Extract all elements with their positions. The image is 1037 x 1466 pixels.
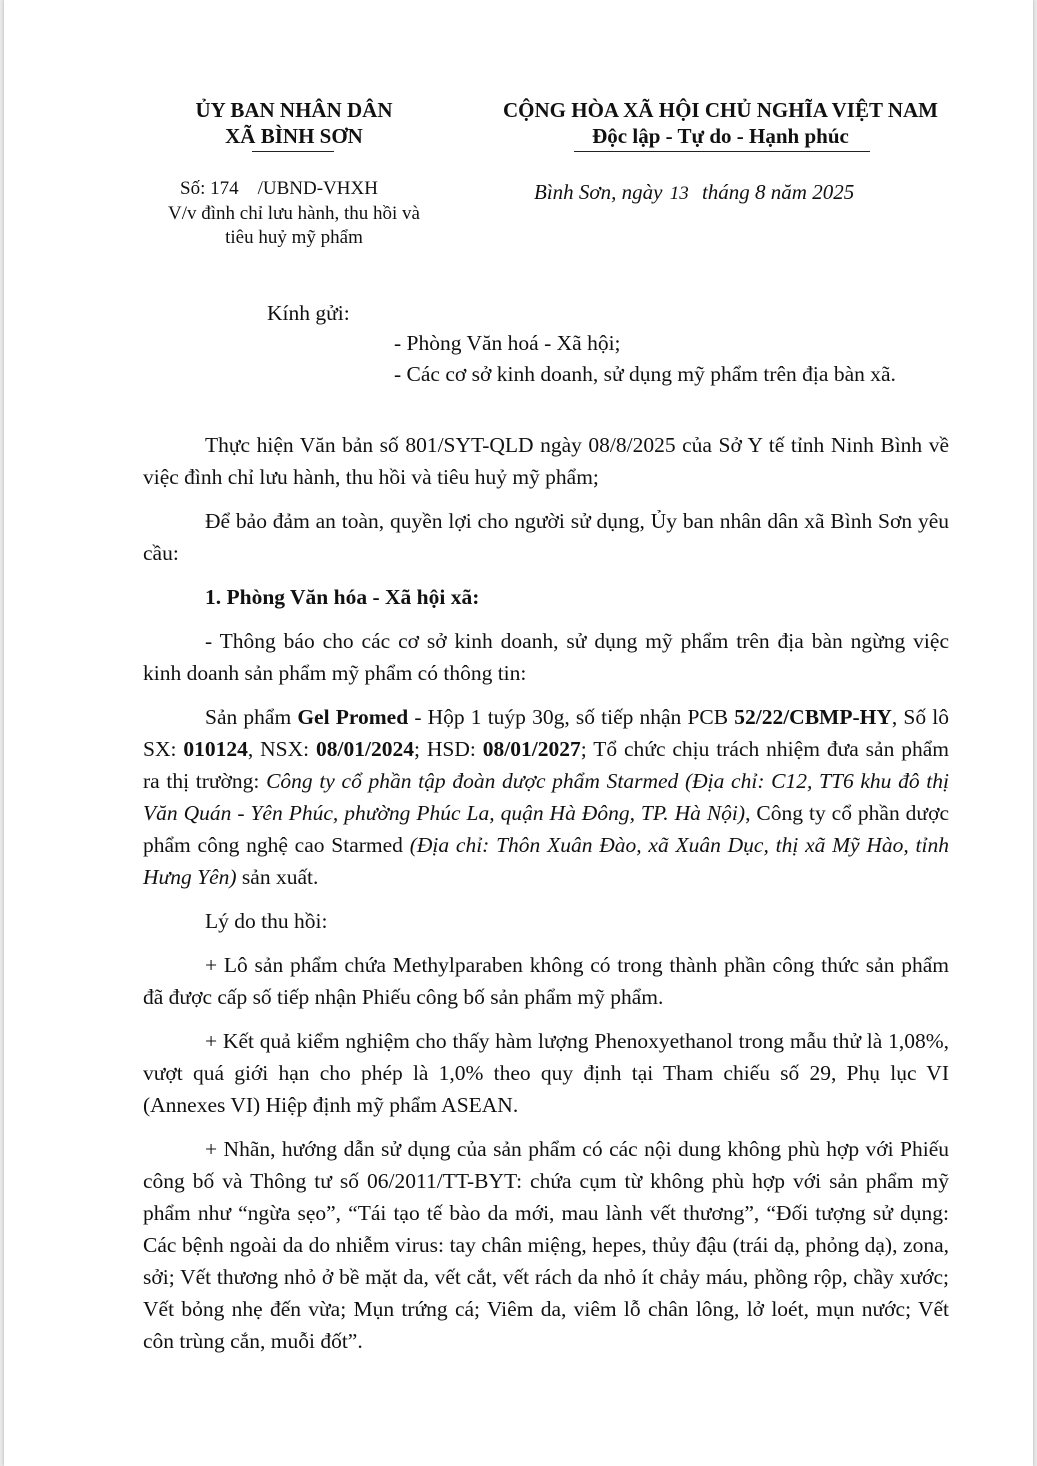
paragraph-notice: - Thông báo cho các cơ sở kinh doanh, sử dụng mỹ phẩm trên địa bàn ngừng việc kinh doanh sản phẩm mỹ phẩm có thông tin: [143,629,949,685]
recipient-item: - Các cơ sở kinh doanh, sử dụng mỹ phẩm trên địa bàn xã. [394,362,896,386]
recipient-item: - Phòng Văn hoá - Xã hội; [394,331,621,355]
document-page [4,0,1033,1466]
subject-line1: V/v đình chỉ lưu hành, thu hồi và [168,203,420,224]
product-pcb-number: 52/22/CBMP-HY [734,705,892,729]
product-expiry-date: 08/01/2027 [482,737,581,761]
product-text: , Số lô SX: [143,705,949,761]
paragraph-product [143,701,949,893]
date-month-year: tháng 8 năm 2025 [701,180,855,204]
product-text: - Hộp 1 tuýp 30g, số tiếp nhận PCB [408,705,735,729]
recipients-label: Kính gửi: [267,301,350,325]
section-heading: 1. Phòng Văn hóa - Xã hội xã: [205,585,480,609]
product-text: ; HSD: [414,737,483,761]
paragraph-reference: Thực hiện Văn bản số 801/SYT-QLD ngày 08/8/2025 của Sở Y tế tỉnh Ninh Bình về việc đình chỉ lưu hành, thu hồi và tiêu huỷ mỹ phẩm; [143,433,949,489]
recall-reason-label: Lý do thu hồi: [205,909,328,933]
agency-name-line1: ỦY BAN NHÂN DÂN [195,98,393,122]
product-company-2-address: (Địa chỉ: Thôn Xuân Đào, xã Xuân Dục, thị xã Mỹ Hào, tỉnh Hưng Yên) [143,833,949,889]
product-mfg-date: 08/01/2024 [316,737,414,761]
date-day: 13 [669,183,689,204]
product-text: ; Tổ chức chịu trách nhiệm đưa sản phẩm ra thị trường: [143,737,949,793]
agency-name-line2: XÃ BÌNH SƠN [225,124,363,148]
motto: Độc lập - Tự do - Hạnh phúc [592,124,849,148]
agency-underline [252,151,334,152]
product-company-1: Công ty cổ phần tập đoàn dược phẩm Starmed (Địa chỉ: C12, TT6 khu đô thị Văn Quán - Yên Phúc, phường Phúc La, quận Hà Đông, TP. Hà Nội) [143,769,949,825]
product-lot-number: 010124 [183,737,248,761]
nation-title: CỘNG HÒA XÃ HỘI CHỦ NGHĨA VIỆT NAM [502,98,939,122]
product-text: , Công ty cổ phần dược phẩm công nghệ cao Starmed [143,801,949,857]
date-line [534,180,854,205]
date-place: Bình Sơn, ngày [534,180,663,204]
product-text: Sản phẩm [205,705,298,729]
product-text: , NSX: [247,737,317,761]
recall-reason-item: + Kết quả kiểm nghiệm cho thấy hàm lượng Phenoxyethanol trong mẫu thử là 1,08%, vượt quá giới hạn cho phép là 1,0% theo quy định tại Tham chiếu số 29, Phụ lục VI (Annexes VI) Hiệp định mỹ phẩm ASEAN. [143,1029,949,1117]
product-name: Gel Promed [297,705,409,729]
paragraph-request: Để bảo đảm an toàn, quyền lợi cho người sử dụng, Ủy ban nhân dân xã Bình Sơn yêu cầu: [143,509,949,565]
document-number: Số: 174 /UBND-VHXH [180,178,378,199]
document-body [143,429,949,1357]
recall-reason-item: + Lô sản phẩm chứa Methylparaben không có trong thành phần công thức sản phẩm đã được cấp số tiếp nhận Phiếu công bố sản phẩm mỹ phẩm. [143,953,949,1009]
recall-reason-item: + Nhãn, hướng dẫn sử dụng của sản phẩm có các nội dung không phù hợp với Phiếu công bố và Thông tư số 06/2011/TT-BYT: chứa cụm từ không phù hợp với sản phẩm mỹ phẩm như “ngừa sẹo”, “Tái tạo tế bào da mới, mau lành vết thương”, “Đối tượng sử dụng: Các bệnh ngoài da do nhiễm virus: tay chân miệng, hepes, thủy đậu (trái dạ, phỏng dạ), zona, sởi; Vết thương nhỏ ở bề mặt da, vết cắt, vết rách da nhỏ ít chảy máu, phồng rộp, chầy xước; Vết bỏng nhẹ đến vừa; Mụn trứng cá; Viêm da, viêm lỗ chân lông, lở loét, mụn nước; Vết côn trùng cắn, muỗi đốt”. [143,1137,949,1353]
product-text: sản xuất. [236,865,319,889]
motto-underline [574,151,870,152]
subject-line2: tiêu huỷ mỹ phẩm [225,227,363,248]
